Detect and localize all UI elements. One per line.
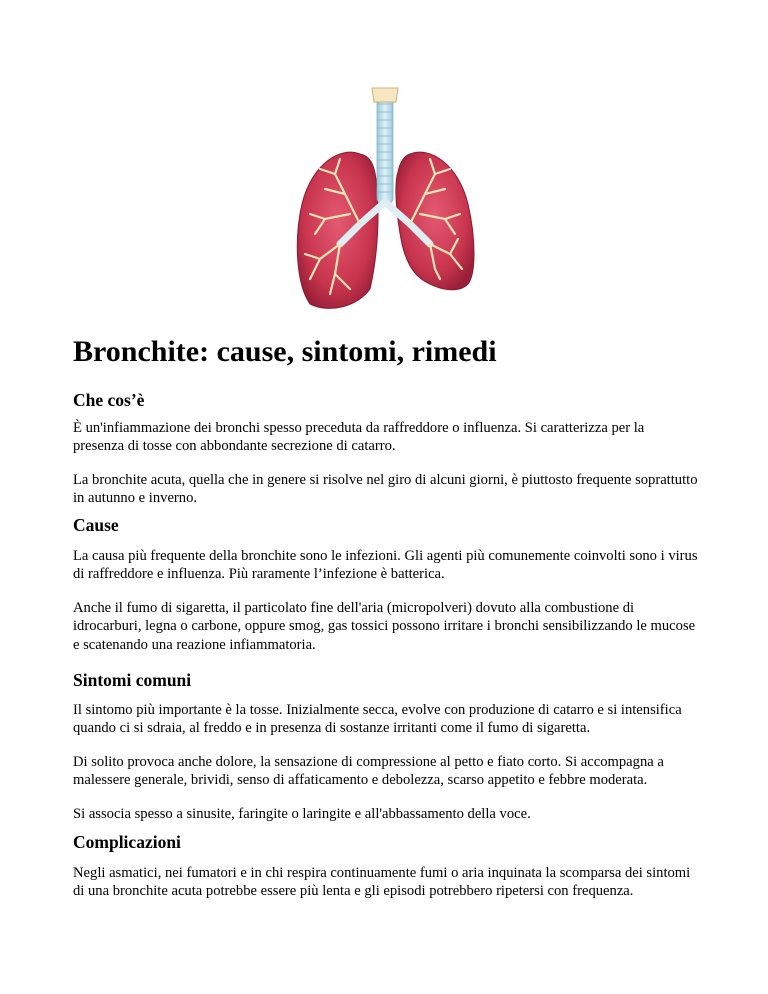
paragraph: La causa più frequente della bronchite sono le infezioni. Gli agenti più comunemente coinvolti sono i virus di raffreddore e influenza. Più raramente l’infezione è batterica. xyxy=(73,548,698,583)
page-title: Bronchite: cause, sintomi, rimedi xyxy=(73,335,497,368)
paragraph: È un'infiammazione dei bronchi spesso preceduta da raffreddore o influenza. Si caratterizza per la presenza di tosse con abbondante secrezione di catarro. xyxy=(73,420,645,455)
left-lung xyxy=(297,152,378,308)
paragraph: Il sintomo più importante è la tosse. Inizialmente secca, evolve con produzione di catarro e si intensifica quando ci si sdraia, al freddo e in presenza di sostanze irritanti come il fumo di sigaretta. xyxy=(73,702,682,737)
trachea xyxy=(377,94,393,204)
paragraph: Si associa spesso a sinusite, faringite o laringite e all'abbassamento della voce. xyxy=(73,806,531,822)
section-heading-complicazioni: Complicazioni xyxy=(73,832,181,852)
paragraph: La bronchite acuta, quella che in genere si risolve nel giro di alcuni giorni, è piuttosto frequente soprattutto in autunno e inverno. xyxy=(73,472,698,507)
section-heading-cause: Cause xyxy=(73,515,119,535)
paragraph: Anche il fumo di sigaretta, il particolato fine dell'aria (micropolveri) dovuto alla combustione di idrocarburi, legna o carbone, oppure smog, gas tossici possono irritare i bronchi sensibilizzando le mucose e scatenando una reazione infiammatoria. xyxy=(73,600,696,653)
larynx xyxy=(372,88,398,102)
lungs-icon xyxy=(290,84,480,314)
paragraph: Di solito provoca anche dolore, la sensazione di compressione al petto e fiato corto. Si accompagna a malessere generale, brividi, senso di affaticamento e debolezza, scarso appetito e febbre moderata. xyxy=(73,754,664,789)
section-heading-sintomi: Sintomi comuni xyxy=(73,670,192,690)
section-heading-che-cose: Che cos’è xyxy=(73,390,145,410)
paragraph: Negli asmatici, nei fumatori e in chi respira continuamente fumi o aria inquinata la scomparsa dei sintomi di una bronchite acuta potrebbe essere più lenta e gli episodi potrebbero ripetersi con frequenza. xyxy=(73,865,691,900)
